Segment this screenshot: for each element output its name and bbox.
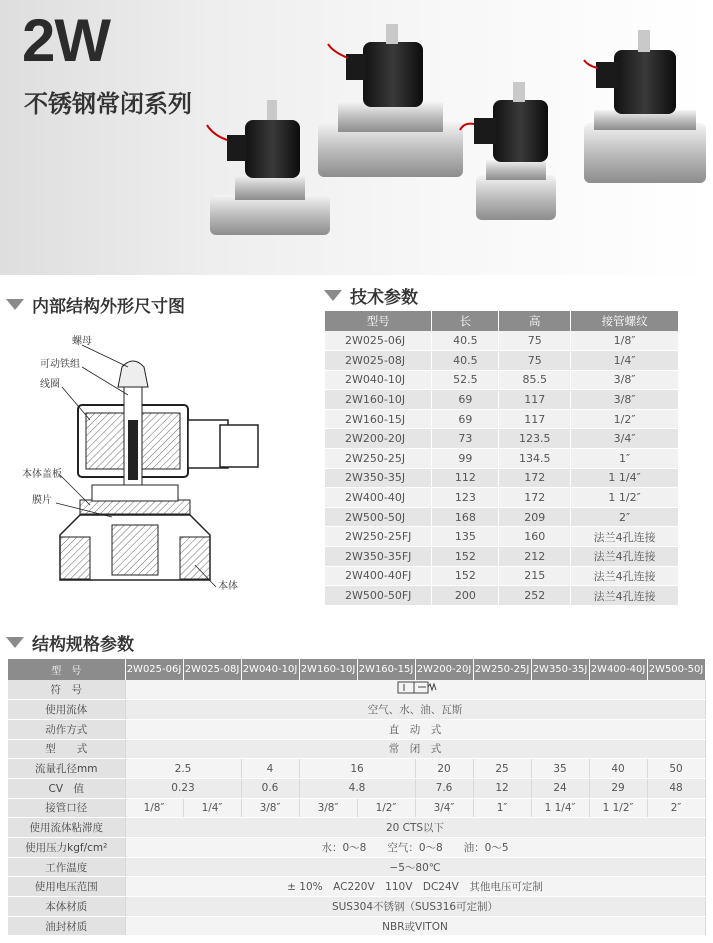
row-value: 水：0～8 空气：0～8 油：0～5 [125, 838, 705, 858]
tech-cell: 1/8″ [571, 331, 679, 351]
port-cell: 1″ [473, 798, 531, 818]
tech-row [325, 488, 679, 508]
spec-header-label: 型 号 [8, 659, 125, 680]
spec-row-voltage [8, 877, 705, 897]
spec-header-row [8, 659, 705, 680]
tech-cell: 200 [432, 586, 499, 606]
tech-row [325, 507, 679, 527]
row-label: 油封材质 [8, 916, 125, 936]
tech-cell: 1/2″ [571, 409, 679, 429]
orifice-cell: 40 [589, 759, 647, 779]
tech-cell: 法兰4孔连接 [571, 566, 679, 586]
tech-cell: 2W400-40J [325, 488, 432, 508]
spec-header-model: 2W040-10J [241, 659, 299, 680]
tech-row [325, 370, 679, 390]
orifice-cell: 16 [299, 759, 415, 779]
tech-cell: 73 [432, 429, 499, 449]
tech-header-row [325, 311, 679, 331]
tech-cell: 2W250-25J [325, 449, 432, 469]
tech-table [325, 311, 679, 606]
tech-cell: 法兰4孔连接 [571, 527, 679, 547]
port-cell: 3/8″ [241, 798, 299, 818]
row-value: 直 动 式 [125, 719, 705, 739]
row-value: NBR或VITON [125, 916, 705, 936]
port-cell: 3/4″ [415, 798, 473, 818]
tech-row [325, 527, 679, 547]
spec-row-port [8, 798, 705, 818]
tech-cell: 123 [432, 488, 499, 508]
spec-row-pressure [8, 838, 705, 858]
tech-cell: 252 [499, 586, 571, 606]
tech-cell: 2W400-40FJ [325, 566, 432, 586]
spec-row-fluid [8, 700, 705, 720]
spec-header-model: 2W200-20J [415, 659, 473, 680]
tech-cell: 1″ [571, 449, 679, 469]
valve-symbol-icon [390, 681, 440, 695]
spec-row-action [8, 719, 705, 739]
tech-cell: 法兰4孔连接 [571, 547, 679, 567]
spec-row-temp [8, 857, 705, 877]
orifice-cell: 4 [241, 759, 299, 779]
spec-table [8, 659, 706, 936]
series-title: 不锈钢常闭系列 [24, 90, 192, 118]
tech-cell: 99 [432, 449, 499, 469]
tech-cell: 69 [432, 390, 499, 410]
tech-cell: 3/4″ [571, 429, 679, 449]
tech-cell: 2W350-35J [325, 468, 432, 488]
tech-header-length: 长 [432, 311, 499, 331]
tech-cell: 160 [499, 527, 571, 547]
hero-banner [0, 0, 713, 275]
tech-header-model: 型号 [325, 311, 432, 331]
model-title: 2W [22, 7, 110, 74]
tech-cell: 212 [499, 547, 571, 567]
tech-cell: 40.5 [432, 351, 499, 371]
tech-row [325, 586, 679, 606]
orifice-cell: 25 [473, 759, 531, 779]
tech-cell: 172 [499, 468, 571, 488]
label-nut: 螺母 [72, 336, 92, 347]
tech-cell: 2W160-15J [325, 409, 432, 429]
cv-cell: 4.8 [299, 778, 415, 798]
row-label: 接管口径 [8, 798, 125, 818]
tech-cell: 134.5 [499, 449, 571, 469]
tech-cell: 117 [499, 390, 571, 410]
row-label: 本体材质 [8, 897, 125, 917]
spec-header-model: 2W160-15J [357, 659, 415, 680]
tech-cell: 3/8″ [571, 390, 679, 410]
spec-header-model: 2W500-50J [647, 659, 705, 680]
tech-row [325, 468, 679, 488]
tech-cell: 135 [432, 527, 499, 547]
spec-row-symbol [8, 680, 705, 700]
tech-cell: 123.5 [499, 429, 571, 449]
spec-header-model: 2W350-35J [531, 659, 589, 680]
tech-cell: 215 [499, 566, 571, 586]
port-cell: 2″ [647, 798, 705, 818]
triangle-icon [6, 299, 24, 310]
tech-cell: 1 1/4″ [571, 468, 679, 488]
tech-cell: 2W250-25FJ [325, 527, 432, 547]
cv-cell: 12 [473, 778, 531, 798]
row-label: 符 号 [8, 680, 125, 700]
tech-section-heading [324, 283, 418, 308]
diagram-section-heading [6, 292, 185, 317]
tech-row [325, 547, 679, 567]
label-cover: 本体盖板 [22, 469, 62, 480]
tech-cell: 112 [432, 468, 499, 488]
row-value: SUS304不锈钢（SUS316可定制） [125, 897, 705, 917]
label-coil: 线圈 [40, 379, 60, 390]
tech-cell: 1 1/2″ [571, 488, 679, 508]
tech-row [325, 566, 679, 586]
tech-cell: 75 [499, 351, 571, 371]
row-label: 使用压力kgf/cm² [8, 838, 125, 858]
row-label: 使用电压范围 [8, 877, 125, 897]
spec-header-model: 2W160-10J [299, 659, 357, 680]
spec-section-heading [6, 630, 134, 655]
tech-row [325, 390, 679, 410]
tech-cell: 2W350-35FJ [325, 547, 432, 567]
valve-photo-1 [205, 95, 335, 245]
tech-cell: 168 [432, 507, 499, 527]
cv-cell: 0.23 [125, 778, 241, 798]
valve-symbol-cell [125, 680, 705, 700]
tech-cell: 69 [432, 409, 499, 429]
row-label: 使用流体粘滞度 [8, 818, 125, 838]
spec-header-model: 2W400-40J [589, 659, 647, 680]
valve-photo-2 [318, 22, 468, 182]
spec-header-model: 2W250-25J [473, 659, 531, 680]
row-label: 使用流体 [8, 700, 125, 720]
spec-header-model: 2W025-06J [125, 659, 183, 680]
orifice-cell: 20 [415, 759, 473, 779]
spec-row-seal-material [8, 916, 705, 936]
cv-cell: 29 [589, 778, 647, 798]
tech-title: 技术参数 [350, 288, 418, 308]
tech-row [325, 351, 679, 371]
triangle-icon [324, 290, 342, 301]
diagram-title: 内部结构外形尺寸图 [32, 297, 185, 317]
tech-cell: 1/4″ [571, 351, 679, 371]
tech-cell: 2W160-10J [325, 390, 432, 410]
tech-cell: 209 [499, 507, 571, 527]
port-cell: 1/4″ [183, 798, 241, 818]
label-body: 本体 [218, 581, 238, 592]
tech-cell: 52.5 [432, 370, 499, 390]
tech-cell: 85.5 [499, 370, 571, 390]
row-label: 动作方式 [8, 719, 125, 739]
row-label: 型 式 [8, 739, 125, 759]
port-cell: 1/2″ [357, 798, 415, 818]
row-label: 工作温度 [8, 857, 125, 877]
tech-row [325, 331, 679, 351]
tech-cell: 75 [499, 331, 571, 351]
tech-cell: 117 [499, 409, 571, 429]
valve-photo-4 [582, 28, 710, 188]
orifice-cell: 50 [647, 759, 705, 779]
label-armature: 可动铁组 [40, 359, 80, 370]
orifice-cell: 35 [531, 759, 589, 779]
spec-row-body-material [8, 897, 705, 917]
valve-photo-3 [458, 80, 573, 230]
orifice-cell: 2.5 [125, 759, 241, 779]
cv-cell: 48 [647, 778, 705, 798]
row-value: 常 闭 式 [125, 739, 705, 759]
tech-row [325, 429, 679, 449]
spec-header-model: 2W025-08J [183, 659, 241, 680]
spec-row-orifice [8, 759, 705, 779]
tech-cell: 2″ [571, 507, 679, 527]
tech-cell: 2W500-50J [325, 507, 432, 527]
spec-title: 结构规格参数 [32, 635, 134, 655]
tech-cell: 2W200-20J [325, 429, 432, 449]
port-cell: 1 1/2″ [589, 798, 647, 818]
tech-cell: 40.5 [432, 331, 499, 351]
tech-cell: 152 [432, 547, 499, 567]
row-value: 空气、水、油、瓦斯 [125, 700, 705, 720]
tech-cell: 2W040-10J [325, 370, 432, 390]
spec-row-type [8, 739, 705, 759]
row-value: ± 10% AC220V 110V DC24V 其他电压可定制 [125, 877, 705, 897]
tech-row [325, 449, 679, 469]
row-label: 流量孔径mm [8, 759, 125, 779]
port-cell: 1 1/4″ [531, 798, 589, 818]
triangle-icon [6, 637, 24, 648]
row-value: 20 CTS以下 [125, 818, 705, 838]
row-label: CV 值 [8, 778, 125, 798]
spec-row-viscosity [8, 818, 705, 838]
port-cell: 1/8″ [125, 798, 183, 818]
tech-header-height: 高 [499, 311, 571, 331]
tech-cell: 2W025-06J [325, 331, 432, 351]
cv-cell: 0.6 [241, 778, 299, 798]
cv-cell: 24 [531, 778, 589, 798]
cross-section-diagram [20, 325, 275, 595]
label-diaphragm: 膜片 [32, 495, 52, 506]
tech-header-thread: 接管螺纹 [571, 311, 679, 331]
tech-cell: 172 [499, 488, 571, 508]
port-cell: 3/8″ [299, 798, 357, 818]
spec-row-cv [8, 778, 705, 798]
cv-cell: 7.6 [415, 778, 473, 798]
tech-row [325, 409, 679, 429]
tech-cell: 法兰4孔连接 [571, 586, 679, 606]
tech-cell: 152 [432, 566, 499, 586]
tech-cell: 2W025-08J [325, 351, 432, 371]
tech-cell: 3/8″ [571, 370, 679, 390]
row-value: −5～80℃ [125, 857, 705, 877]
tech-cell: 2W500-50FJ [325, 586, 432, 606]
